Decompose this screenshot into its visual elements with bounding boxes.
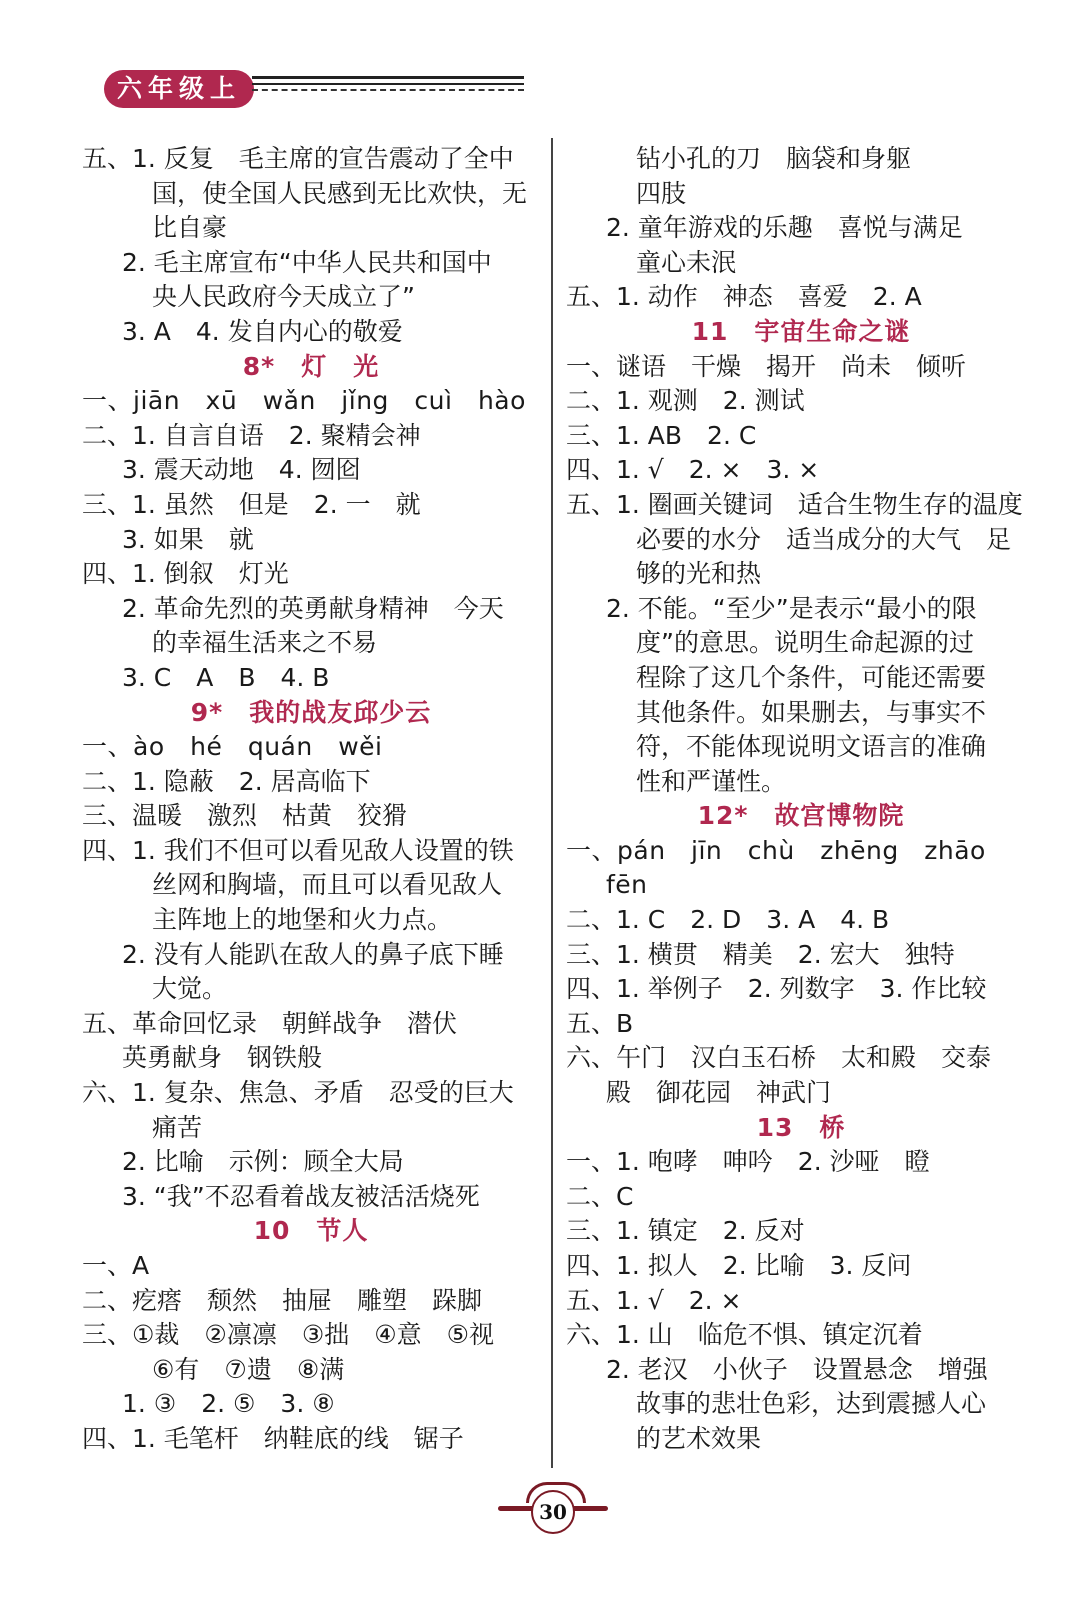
page-number: 30 bbox=[531, 1490, 575, 1534]
answer-line: 五、1. 动作 神态 喜爱 2. A bbox=[566, 282, 922, 312]
answer-line: 2. 没有人能趴在敌人的鼻子底下睡 bbox=[122, 939, 504, 969]
answer-line: 3. “我”不忍看着战友被活活烧死 bbox=[122, 1181, 480, 1211]
answer-line: 殿 御花园 神武门 bbox=[606, 1078, 832, 1108]
answer-line: 二、1. 隐蔽 2. 居高临下 bbox=[82, 766, 371, 796]
answer-line: 度”的意思。说明生命起源的过 bbox=[636, 628, 974, 658]
answer-line: 二、C bbox=[566, 1181, 634, 1211]
lesson-title: 10 节人 bbox=[253, 1216, 369, 1246]
answer-line: 三、1. AB 2. C bbox=[566, 420, 757, 450]
answer-line: 英勇献身 钢铁般 bbox=[122, 1043, 323, 1073]
answer-line: 五、1. 圈画关键词 适合生物生存的温度 bbox=[566, 489, 1023, 519]
answer-line: 五、革命回忆录 朝鲜战争 潜伏 bbox=[82, 1008, 458, 1038]
lesson-title: 8* 灯 光 bbox=[242, 351, 380, 381]
answer-line: 三、1. 虽然 但是 2. 一 就 bbox=[82, 489, 421, 519]
answer-line: 三、温暖 激烈 枯黄 狡猾 bbox=[82, 801, 408, 831]
answer-line: 二、1. 自言自语 2. 聚精会神 bbox=[82, 420, 421, 450]
answer-line: 比自豪 bbox=[152, 213, 228, 243]
answer-line: 四、1. 我们不但可以看见敌人设置的铁 bbox=[82, 835, 514, 865]
page-footer bbox=[498, 1482, 608, 1534]
answer-line: 三、1. 镇定 2. 反对 bbox=[566, 1216, 805, 1246]
answer-line: 性和严谨性。 bbox=[636, 766, 787, 796]
answer-line: 钻小孔的刀 脑袋和身躯 bbox=[636, 144, 912, 173]
answer-line: 五、1. 反复 毛主席的宣告震动了全中 bbox=[82, 144, 514, 173]
answer-line: fēn bbox=[606, 870, 648, 900]
answer-line: 2. 革命先烈的英勇献身精神 今天 bbox=[122, 593, 504, 623]
answer-line: 一、pán jīn chù zhēng zhāo bbox=[566, 835, 986, 865]
grade-badge: 六年级上 bbox=[104, 70, 254, 108]
answer-line: 一、jiān xū wǎn jǐng cuì hào bbox=[82, 386, 526, 416]
answer-line: 丝网和胸墙，而且可以看见敌人 bbox=[152, 870, 503, 900]
answer-line: 六、1. 复杂、焦急、矛盾 忍受的巨大 bbox=[82, 1078, 514, 1108]
lesson-title: 11 宇宙生命之谜 bbox=[691, 316, 911, 346]
answer-line: 主阵地上的地堡和火力点。 bbox=[152, 905, 453, 935]
answer-line: 四、1. √ 2. × 3. × bbox=[566, 455, 820, 485]
answer-line: 2. 毛主席宣布“中华人民共和国中 bbox=[122, 247, 492, 277]
answer-line: 3. A 4. 发自内心的敬爱 bbox=[122, 316, 403, 346]
answer-line: 五、1. √ 2. × bbox=[566, 1285, 742, 1315]
answer-line: 二、疙瘩 颓然 抽屉 雕塑 跺脚 bbox=[82, 1285, 483, 1315]
answer-line: 痛苦 bbox=[152, 1112, 203, 1142]
right-column bbox=[566, 142, 1036, 1457]
answer-line: 五、B bbox=[566, 1008, 634, 1038]
answer-line: 四、1. 举例子 2. 列数字 3. 作比较 bbox=[566, 974, 987, 1004]
answer-line: 符，不能体现说明文语言的准确 bbox=[636, 732, 987, 762]
answer-line: 二、1. C 2. D 3. A 4. B bbox=[566, 905, 890, 935]
answer-line: 四、1. 毛笔杆 纳鞋底的线 锯子 bbox=[82, 1423, 464, 1453]
answer-line: ⑥有 ⑦遗 ⑧满 bbox=[152, 1354, 345, 1384]
answer-line: 够的光和热 bbox=[636, 559, 762, 589]
answer-line: 一、1. 咆哮 呻吟 2. 沙哑 瞪 bbox=[566, 1147, 930, 1177]
answer-line: 必要的水分 适当成分的大气 足 bbox=[636, 524, 1012, 554]
answer-line: 1. ③ 2. ⑤ 3. ⑧ bbox=[122, 1389, 335, 1419]
lesson-title: 9* 我的战友邱少云 bbox=[190, 697, 432, 727]
answer-line: 一、ào hé quán wěi bbox=[82, 732, 383, 762]
answer-line: 六、午门 汉白玉石桥 太和殿 交泰 bbox=[566, 1043, 992, 1073]
answer-line: 3. C A B 4. B bbox=[122, 662, 330, 692]
page-header bbox=[104, 66, 434, 116]
answer-line: 四、1. 倒叙 灯光 bbox=[82, 559, 289, 589]
answer-line: 2. 不能。“至少”是表示“最小的限 bbox=[606, 593, 977, 623]
answer-line: 国，使全国人民感到无比欢快，无 bbox=[152, 178, 528, 208]
answer-line: 三、1. 横贯 精美 2. 宏大 独特 bbox=[566, 939, 955, 969]
answer-line: 2. 比喻 示例：顾全大局 bbox=[122, 1147, 404, 1177]
answer-line: 故事的悲壮色彩，达到震撼人心 bbox=[636, 1389, 987, 1419]
answer-line: 一、A bbox=[82, 1251, 150, 1280]
answer-line: 大觉。 bbox=[152, 974, 228, 1004]
answer-line: 3. 震天动地 4. 囫囵 bbox=[122, 455, 361, 485]
column-divider bbox=[551, 138, 553, 1468]
answer-line: 的幸福生活来之不易 bbox=[152, 628, 378, 658]
answer-line: 六、1. 山 临危不惧、镇定沉着 bbox=[566, 1320, 923, 1350]
answer-line: 四、1. 拟人 2. 比喻 3. 反问 bbox=[566, 1251, 912, 1280]
answer-line: 2. 老汉 小伙子 设置悬念 增强 bbox=[606, 1354, 988, 1384]
answer-line: 程除了这几个条件，可能还需要 bbox=[636, 662, 987, 692]
answer-line: 其他条件。如果删去，与事实不 bbox=[636, 697, 987, 727]
answer-line: 二、1. 观测 2. 测试 bbox=[566, 386, 805, 416]
left-column bbox=[82, 142, 540, 1457]
answer-line: 2. 童年游戏的乐趣 喜悦与满足 bbox=[606, 213, 963, 243]
answer-line: 三、①裁 ②凛凛 ③拙 ④意 ⑤视 bbox=[82, 1320, 495, 1350]
header-rule bbox=[252, 76, 524, 102]
answer-line: 四肢 bbox=[636, 178, 687, 208]
answer-line: 童心未泯 bbox=[636, 247, 737, 277]
lesson-title: 12* 故宫博物院 bbox=[697, 801, 905, 831]
answer-line: 央人民政府今天成立了” bbox=[152, 282, 415, 312]
answer-line: 一、谜语 干燥 揭开 尚未 倾听 bbox=[566, 351, 967, 381]
answer-line: 的艺术效果 bbox=[636, 1423, 762, 1453]
lesson-title: 13 桥 bbox=[756, 1112, 846, 1142]
answer-line: 3. 如果 就 bbox=[122, 524, 254, 554]
